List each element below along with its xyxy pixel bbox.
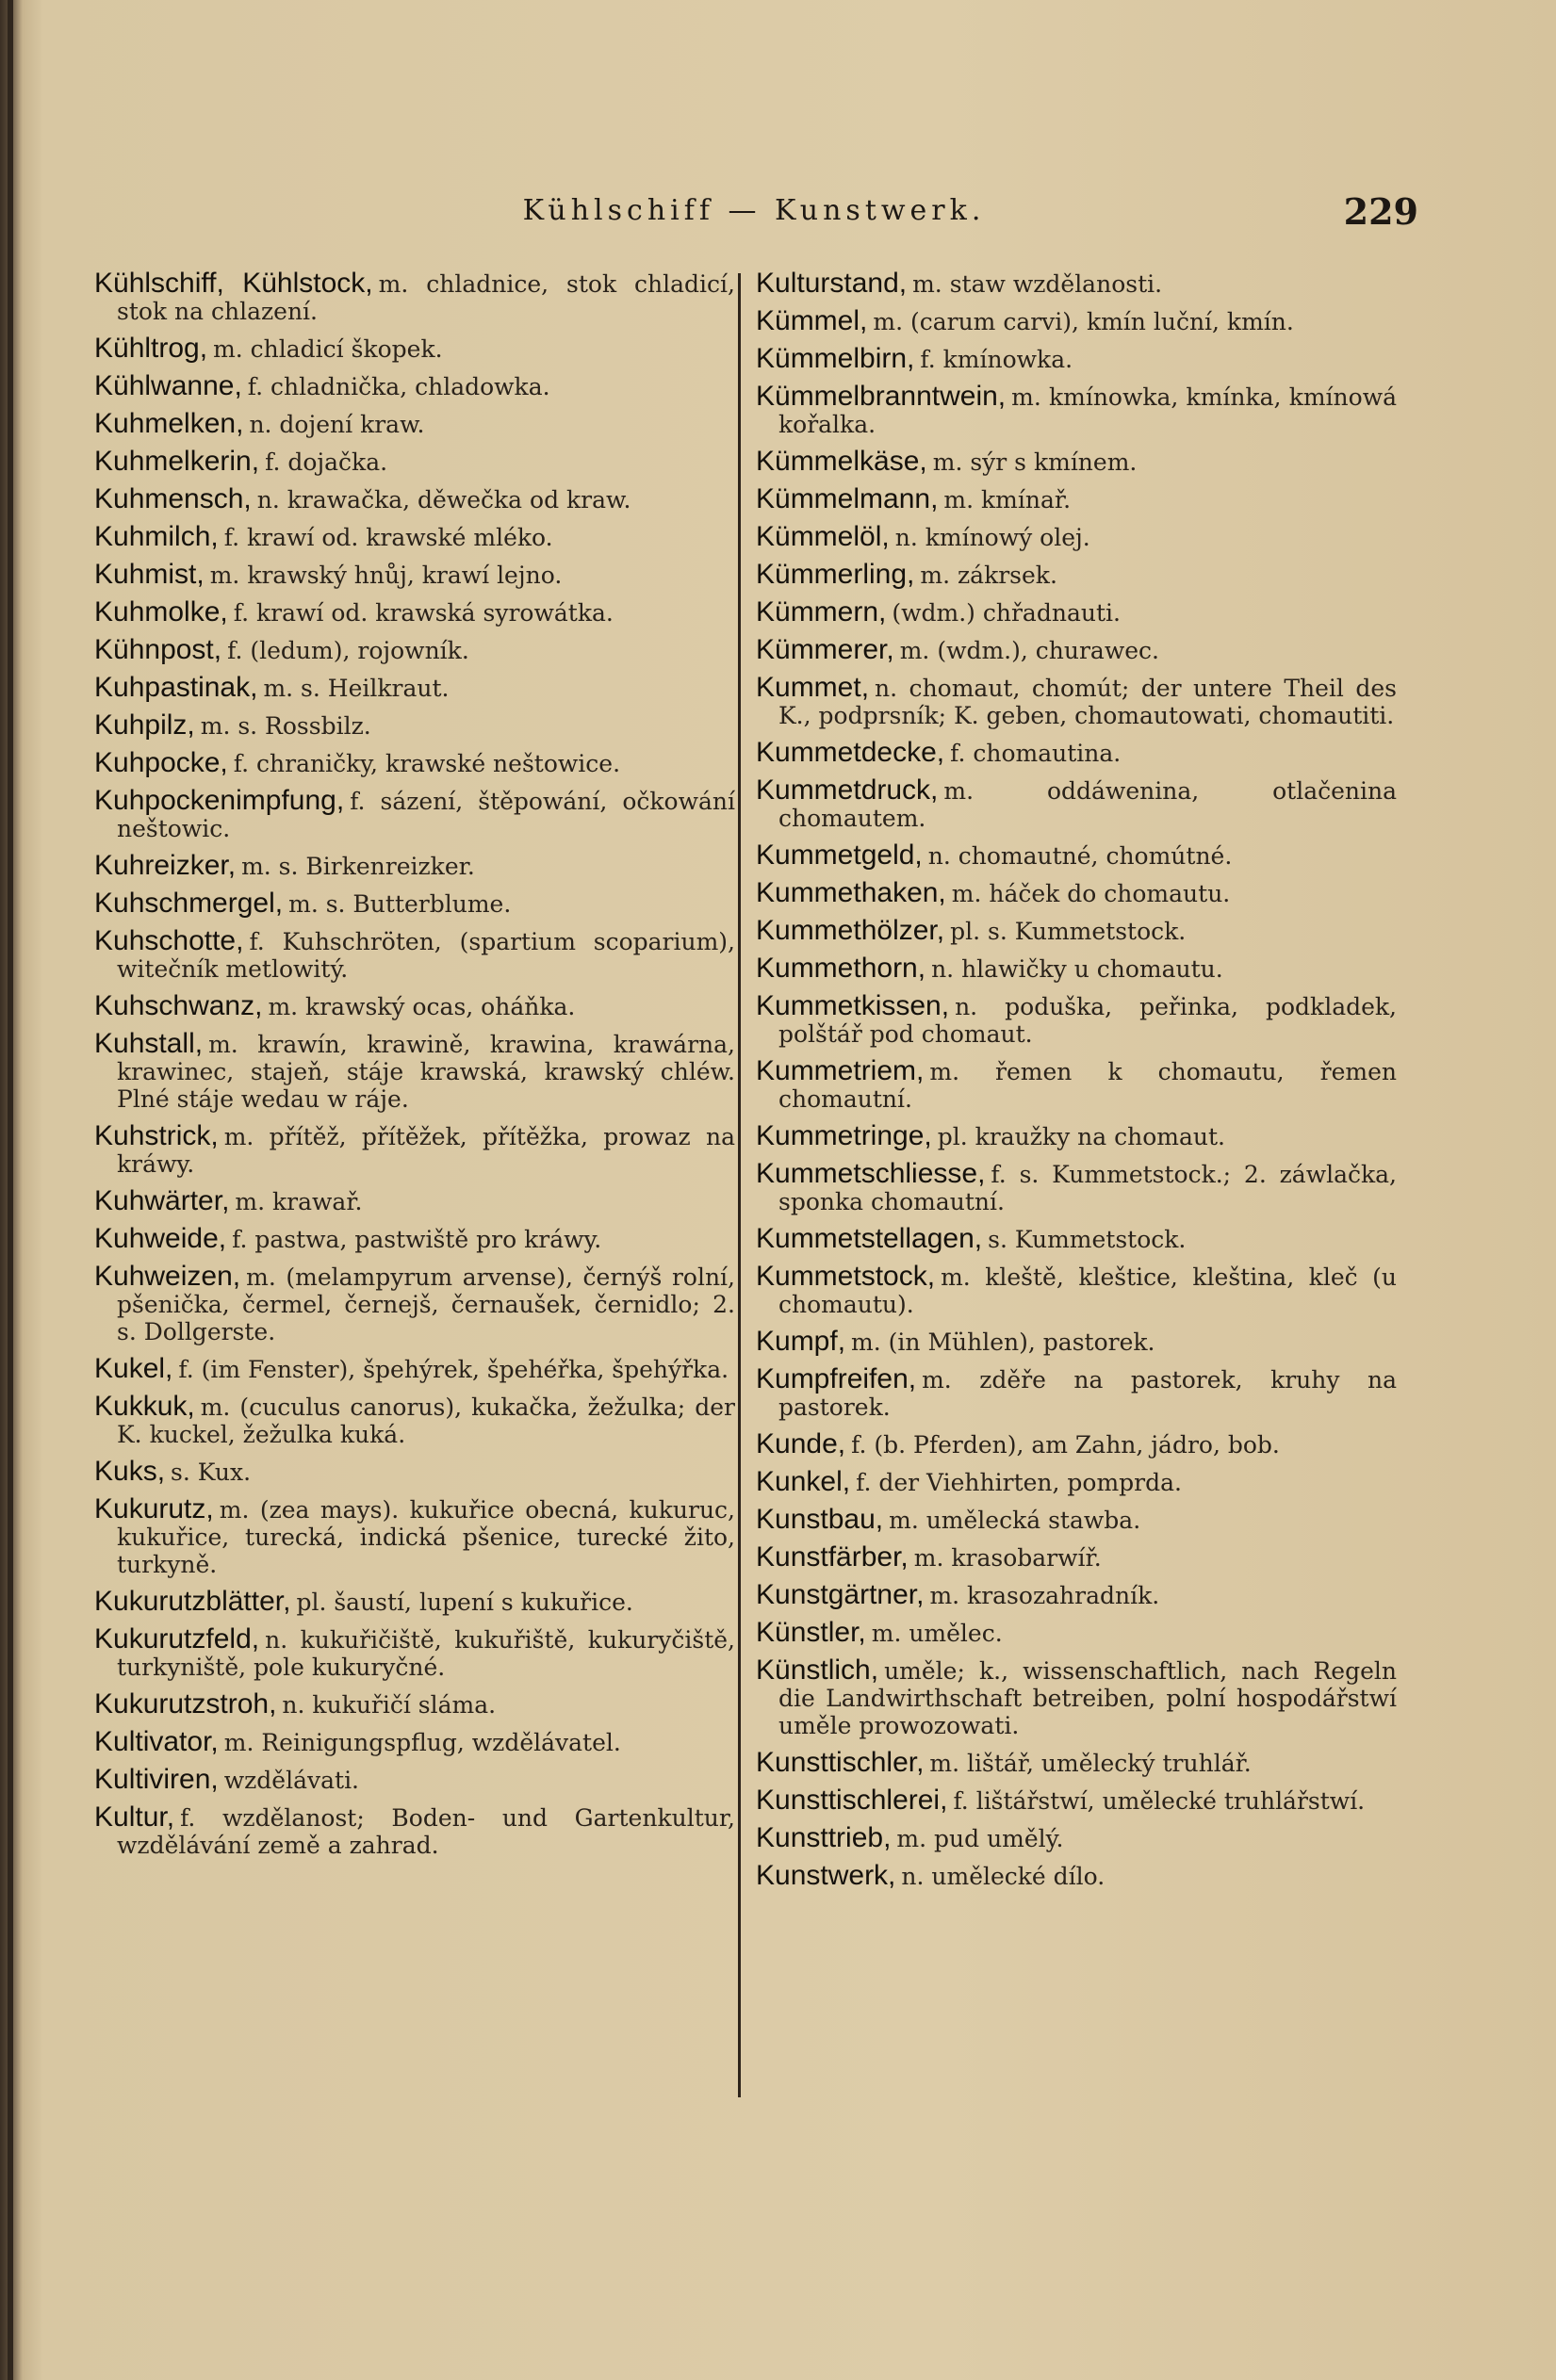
dictionary-entry [756, 1160, 1397, 1215]
entry-definition: m. kleště, kleštice, kleština, kleč (u chomautu). [778, 1263, 1397, 1318]
entry-definition: n. chomaut, chomút; der untere Theil des K., podprsník; K. geben, chomautowati, chomautiti. [778, 675, 1397, 729]
entry-headword: Künstlich, [756, 1655, 879, 1686]
entry-headword: Kumpf, [756, 1326, 846, 1357]
entry-definition: n. krawačka, děwečka od kraw. [256, 486, 631, 513]
entry-headword: Kummet, [756, 672, 870, 703]
entry-definition: f. wzdělanost; Boden- und Gartenkultur, wzdělávání země a zahrad. [117, 1804, 735, 1859]
entry-definition: m. sýr s kmínem. [932, 448, 1138, 476]
entry-definition: s. Kummetstock. [988, 1226, 1187, 1253]
dictionary-entry [94, 674, 735, 702]
entry-headword: Kultiviren, [94, 1764, 219, 1795]
dictionary-entry [94, 927, 735, 983]
dictionary-entry [94, 852, 735, 880]
entry-definition: m. krasozahradník. [929, 1582, 1160, 1609]
entry-definition: n. kukuřičí sláma. [282, 1691, 497, 1719]
dictionary-entry [756, 841, 1397, 870]
entry-definition: m. krawský ocas, oháňka. [268, 993, 576, 1020]
entry-headword: Kümmerling, [756, 559, 915, 590]
entry-headword: Kukurutzfeld, [94, 1623, 260, 1655]
dictionary-entry [94, 1030, 735, 1113]
dictionary-entry [94, 992, 735, 1020]
page-number: 229 [1343, 190, 1418, 233]
column-divider [738, 273, 741, 2097]
entry-headword: Kuhmelkerin, [94, 446, 260, 477]
entry-headword: Kuhmilch, [94, 521, 219, 552]
dictionary-entry [94, 636, 735, 664]
left-column [94, 269, 735, 2342]
entry-headword: Kuhstrick, [94, 1120, 219, 1151]
entry-definition: f. sázení, štěpowání, očkowání neštowic. [117, 788, 735, 842]
dictionary-entry [756, 1824, 1397, 1852]
entry-definition: f. chladnička, chladowka. [247, 373, 550, 400]
entry-headword: Kuhreizker, [94, 850, 237, 881]
entry-definition: n. poduška, peřinka, podkladek, polštář pod chomaut. [778, 993, 1397, 1048]
dictionary-entry [94, 1225, 735, 1253]
dictionary-entry [94, 1690, 735, 1719]
entry-definition: uměle; k., wissenschaftlich, nach Regeln die Landwirthschaft betreiben, polní hospodářstwí uměle prowozowati. [778, 1657, 1397, 1739]
dictionary-entry [756, 1263, 1397, 1318]
entry-headword: Kulturstand, [756, 268, 908, 299]
entry-headword: Kummetringe, [756, 1120, 932, 1151]
entry-headword: Kummetgeld, [756, 840, 923, 871]
entry-headword: Kunstgärtner, [756, 1579, 925, 1610]
entry-definition: f. (ledum), rojowník. [227, 637, 469, 664]
entry-definition: f. chomautina. [950, 740, 1122, 767]
entry-headword: Kuhmolke, [94, 596, 228, 628]
entry-definition: pl. šaustí, lupení s kukuřice. [296, 1589, 633, 1616]
dictionary-entry [756, 879, 1397, 907]
entry-definition: m. staw wzdělanosti. [912, 270, 1163, 298]
dictionary-entry [94, 1393, 735, 1448]
entry-definition: f. Kuhschröten, (spartium scoparium), witečník metlowitý. [117, 928, 735, 983]
entry-definition: n. kukuřičiště, kukuřiště, kukuryčiště, turkyniště, pole kukuryčné. [117, 1626, 735, 1681]
entry-headword: Kümmelbranntwein, [756, 381, 1007, 412]
entry-headword: Kunde, [756, 1428, 846, 1459]
dictionary-entry [94, 711, 735, 740]
entry-headword: Kuhweizen, [94, 1261, 241, 1292]
dictionary-entry [756, 1225, 1397, 1253]
dictionary-entry [756, 1057, 1397, 1113]
dictionary-entry [756, 345, 1397, 373]
dictionary-entry [756, 1506, 1397, 1534]
entry-headword: Kuhpilz, [94, 709, 195, 741]
dictionary-entry [94, 1766, 735, 1794]
entry-headword: Kunsttischlerei, [756, 1785, 948, 1816]
entry-definition: m. chladnice, stok chladicí, stok na chlazení. [117, 270, 735, 325]
entry-definition: m. s. Butterblume. [288, 890, 512, 918]
entry-headword: Kumpfreifen, [756, 1363, 917, 1394]
entry-definition: f. kmínowka. [920, 346, 1073, 373]
dictionary-entry [756, 636, 1397, 664]
entry-headword: Kuhschwanz, [94, 990, 263, 1021]
entry-definition: m. krawař. [235, 1188, 363, 1215]
entry-headword: Kunstfärber, [756, 1541, 909, 1573]
entry-headword: Kummetdruck, [756, 774, 939, 806]
dictionary-entry [756, 561, 1397, 589]
entry-headword: Kuhpocke, [94, 747, 228, 778]
right-column [756, 269, 1397, 2342]
entry-definition: m. řemen k chomautu, řemen chomautní. [778, 1058, 1397, 1113]
entry-headword: Kuhschmergel, [94, 888, 284, 919]
entry-definition: m. kmínař. [943, 486, 1072, 513]
dictionary-entry [756, 485, 1397, 513]
entry-headword: Kukkuk, [94, 1391, 195, 1422]
entry-definition: m. krawín, krawině, krawina, krawárna, krawinec, stajeň, stáje krawská, krawský chléw. Plné stáje wedau w ráje. [117, 1031, 735, 1113]
entry-definition: m. přítěž, přítěžek, přítěžka, prowaz na kráwy. [117, 1123, 735, 1178]
dictionary-entry [756, 954, 1397, 983]
dictionary-entry [94, 1588, 735, 1616]
dictionary-entry [756, 1328, 1397, 1356]
entry-headword: Kunsttrieb, [756, 1822, 892, 1853]
entry-definition: m. zděře na pastorek, kruhy na pastorek. [778, 1366, 1397, 1421]
entry-headword: Kuhweide, [94, 1223, 227, 1254]
entry-definition: m. zákrsek. [920, 562, 1057, 589]
entry-definition: f. (b. Pferden), am Zahn, jádro, bob. [851, 1431, 1280, 1459]
entry-definition: f. krawí od. krawské mléko. [223, 524, 553, 551]
entry-definition: (wdm.) chřadnauti. [892, 599, 1121, 627]
entry-definition: s. Kux. [171, 1459, 252, 1486]
page-header [0, 190, 1556, 241]
entry-definition: f. chraničky, krawské neštowice. [233, 750, 621, 777]
dictionary-entry [756, 307, 1397, 335]
entry-headword: Kümmelkäse, [756, 446, 927, 477]
entry-headword: Kukel, [94, 1353, 173, 1384]
book-spine-shadow [8, 0, 13, 2380]
entry-definition: m. (carum carvi), kmín luční, kmín. [873, 308, 1294, 335]
entry-headword: Kuhstall, [94, 1028, 204, 1059]
entry-headword: Kummetriem, [756, 1055, 925, 1086]
dictionary-entry [756, 992, 1397, 1048]
dictionary-entry [756, 1581, 1397, 1609]
dictionary-entry [94, 889, 735, 918]
dictionary-entry [94, 1803, 735, 1859]
entry-headword: Kummethorn, [756, 953, 926, 984]
entry-definition: m. háček do chomautu. [951, 880, 1231, 907]
entry-definition: pl. s. Kummetstock. [950, 918, 1187, 945]
dictionary-entry [94, 749, 735, 777]
entry-headword: Kultur, [94, 1801, 175, 1833]
entry-headword: Künstler, [756, 1617, 866, 1648]
entry-headword: Kunstwerk, [756, 1860, 896, 1891]
entry-definition: m. umělec. [871, 1620, 1003, 1647]
dictionary-entry [94, 598, 735, 627]
dictionary-entry [756, 1619, 1397, 1647]
dictionary-entry [94, 485, 735, 513]
entry-headword: Kühlwanne, [94, 370, 242, 401]
entry-headword: Kümmelmann, [756, 483, 939, 514]
entry-headword: Kuhmist, [94, 559, 205, 590]
entry-definition: m. (cuculus canorus), kukačka, žežulka; der K. kuckel, žežulka kuká. [117, 1394, 735, 1448]
entry-headword: Kuhpockenimpfung, [94, 785, 345, 816]
entry-definition: m. umělecká stawba. [889, 1507, 1141, 1534]
entry-definition: f. pastwa, pastwiště pro kráwy. [232, 1226, 602, 1253]
dictionary-entry [756, 1786, 1397, 1815]
entry-definition: m. chladicí škopek. [213, 335, 443, 363]
entry-headword: Kunstbau, [756, 1504, 884, 1535]
entry-definition: n. dojení kraw. [249, 411, 425, 438]
dictionary-entry [756, 739, 1397, 767]
entry-definition: m. krawský hnůj, krawí lejno. [209, 562, 563, 589]
entry-headword: Kümmern, [756, 596, 887, 628]
entry-definition: m. lištář, umělecký truhlář. [929, 1750, 1252, 1777]
dictionary-entry [94, 1458, 735, 1486]
dictionary-entry [94, 1495, 735, 1578]
entry-definition: m. (melampyrum arvense), černýš rolní, pšenička, čermel, černejš, černaušek, černidlo; 2. s. Dollgerste. [117, 1263, 735, 1345]
entry-definition: m. (zea mays). kukuřice obecná, kukuruc, kukuřice, turecká, indická pšenice, turecké žito, turkyně. [117, 1496, 735, 1578]
entry-definition: wzdělávati. [223, 1767, 360, 1794]
entry-headword: Kummethölzer, [756, 915, 945, 946]
dictionary-entry [756, 1365, 1397, 1421]
entry-headword: Kuhschotte, [94, 925, 244, 956]
entry-headword: Kühltrog, [94, 333, 208, 364]
entry-headword: Kuks, [94, 1456, 166, 1487]
entry-headword: Kukurutzblätter, [94, 1586, 291, 1617]
entry-definition: m. Reinigungspflug, wzdělávatel. [223, 1729, 621, 1756]
entry-headword: Kummetstellagen, [756, 1223, 983, 1254]
entry-definition: m. oddáwenina, otlačenina chomautem. [778, 777, 1397, 832]
entry-headword: Kümmelbirn, [756, 343, 915, 374]
entry-definition: f. dojačka. [265, 448, 388, 476]
dictionary-entry [94, 334, 735, 363]
entry-headword: Kümmelöl, [756, 521, 890, 552]
dictionary-entry [756, 917, 1397, 945]
running-head: Kühlschiff — Kunstwerk. [522, 194, 986, 227]
entry-headword: Kummetstock, [756, 1261, 936, 1292]
dictionary-entry [94, 1263, 735, 1345]
entry-definition: m. s. Heilkraut. [263, 675, 450, 702]
entry-definition: f. lištářstwí, umělecké truhlářstwí. [953, 1787, 1366, 1815]
entry-headword: Kummetdecke, [756, 737, 945, 768]
dictionary-entry [94, 269, 735, 325]
entry-definition: n. kmínowý olej. [894, 524, 1090, 551]
entry-definition: m. s. Rossbilz. [200, 712, 371, 740]
entry-headword: Kummetschliesse, [756, 1158, 986, 1189]
entry-headword: Kunsttischler, [756, 1747, 925, 1778]
entry-definition: m. kmínowka, kmínka, kmínowá kořalka. [778, 383, 1397, 438]
dictionary-entry [94, 1728, 735, 1756]
entry-definition: m. krasobarwíř. [913, 1544, 1102, 1572]
entry-definition: f. der Viehhirten, pomprda. [856, 1469, 1182, 1496]
dictionary-entry [756, 674, 1397, 729]
dictionary-entry [94, 410, 735, 438]
entry-headword: Kuhwärter, [94, 1185, 230, 1216]
entry-definition: m. (in Mühlen), pastorek. [851, 1329, 1155, 1356]
entry-headword: Kummetkissen, [756, 990, 950, 1021]
entry-definition: m. pud umělý. [896, 1825, 1064, 1852]
entry-headword: Kümmel, [756, 305, 868, 336]
dictionary-entry [756, 1543, 1397, 1572]
dictionary-entry [756, 1122, 1397, 1150]
entry-headword: Kümmerer, [756, 634, 894, 665]
entry-headword: Kühlschiff, Kühlstock, [94, 268, 373, 299]
dictionary-entry [94, 372, 735, 400]
dictionary-entry [94, 1122, 735, 1178]
dictionary-entry [756, 1468, 1397, 1496]
dictionary-entry [756, 598, 1397, 627]
dictionary-entry [756, 523, 1397, 551]
dictionary-entry [94, 561, 735, 589]
dictionary-entry [94, 523, 735, 551]
entry-headword: Kühnpost, [94, 634, 222, 665]
dictionary-entry [756, 1430, 1397, 1459]
dictionary-entry [94, 787, 735, 842]
entry-headword: Kuhmensch, [94, 483, 252, 514]
entry-definition: f. s. Kummetstock.; 2. záwlačka, sponka chomautní. [778, 1161, 1397, 1215]
entry-headword: Kuhpastinak, [94, 672, 258, 703]
dictionary-entry [756, 1749, 1397, 1777]
dictionary-entry [756, 269, 1397, 298]
entry-definition: f. krawí od. krawská syrowátka. [233, 599, 614, 627]
entry-headword: Kukurutzstroh, [94, 1688, 277, 1720]
dictionary-entry [94, 1625, 735, 1681]
entry-definition: m. s. Birkenreizker. [241, 853, 475, 880]
dictionary-entry [94, 448, 735, 476]
dictionary-entry [756, 1862, 1397, 1890]
entry-definition: n. hlawičky u chomautu. [931, 955, 1223, 983]
entry-definition: pl. kraužky na chomaut. [937, 1123, 1225, 1150]
entry-headword: Kummethaken, [756, 877, 946, 908]
entry-headword: Kuhmelken, [94, 408, 244, 439]
dictionary-entry [756, 1656, 1397, 1739]
dictionary-entry [756, 776, 1397, 832]
dictionary-entry [756, 383, 1397, 438]
entry-definition: n. chomautné, chomútné. [927, 842, 1233, 870]
dictionary-entry [94, 1187, 735, 1215]
entry-headword: Kunkel, [756, 1466, 851, 1497]
entry-definition: m. (wdm.), churawec. [899, 637, 1159, 664]
entry-definition: f. (im Fenster), špehýrek, špehéřka, špehýřka. [178, 1356, 729, 1383]
entry-definition: n. umělecké dílo. [901, 1863, 1106, 1890]
entry-headword: Kultivator, [94, 1726, 219, 1757]
dictionary-entry [756, 448, 1397, 476]
entry-headword: Kukurutz, [94, 1493, 214, 1524]
dictionary-entry [94, 1355, 735, 1383]
